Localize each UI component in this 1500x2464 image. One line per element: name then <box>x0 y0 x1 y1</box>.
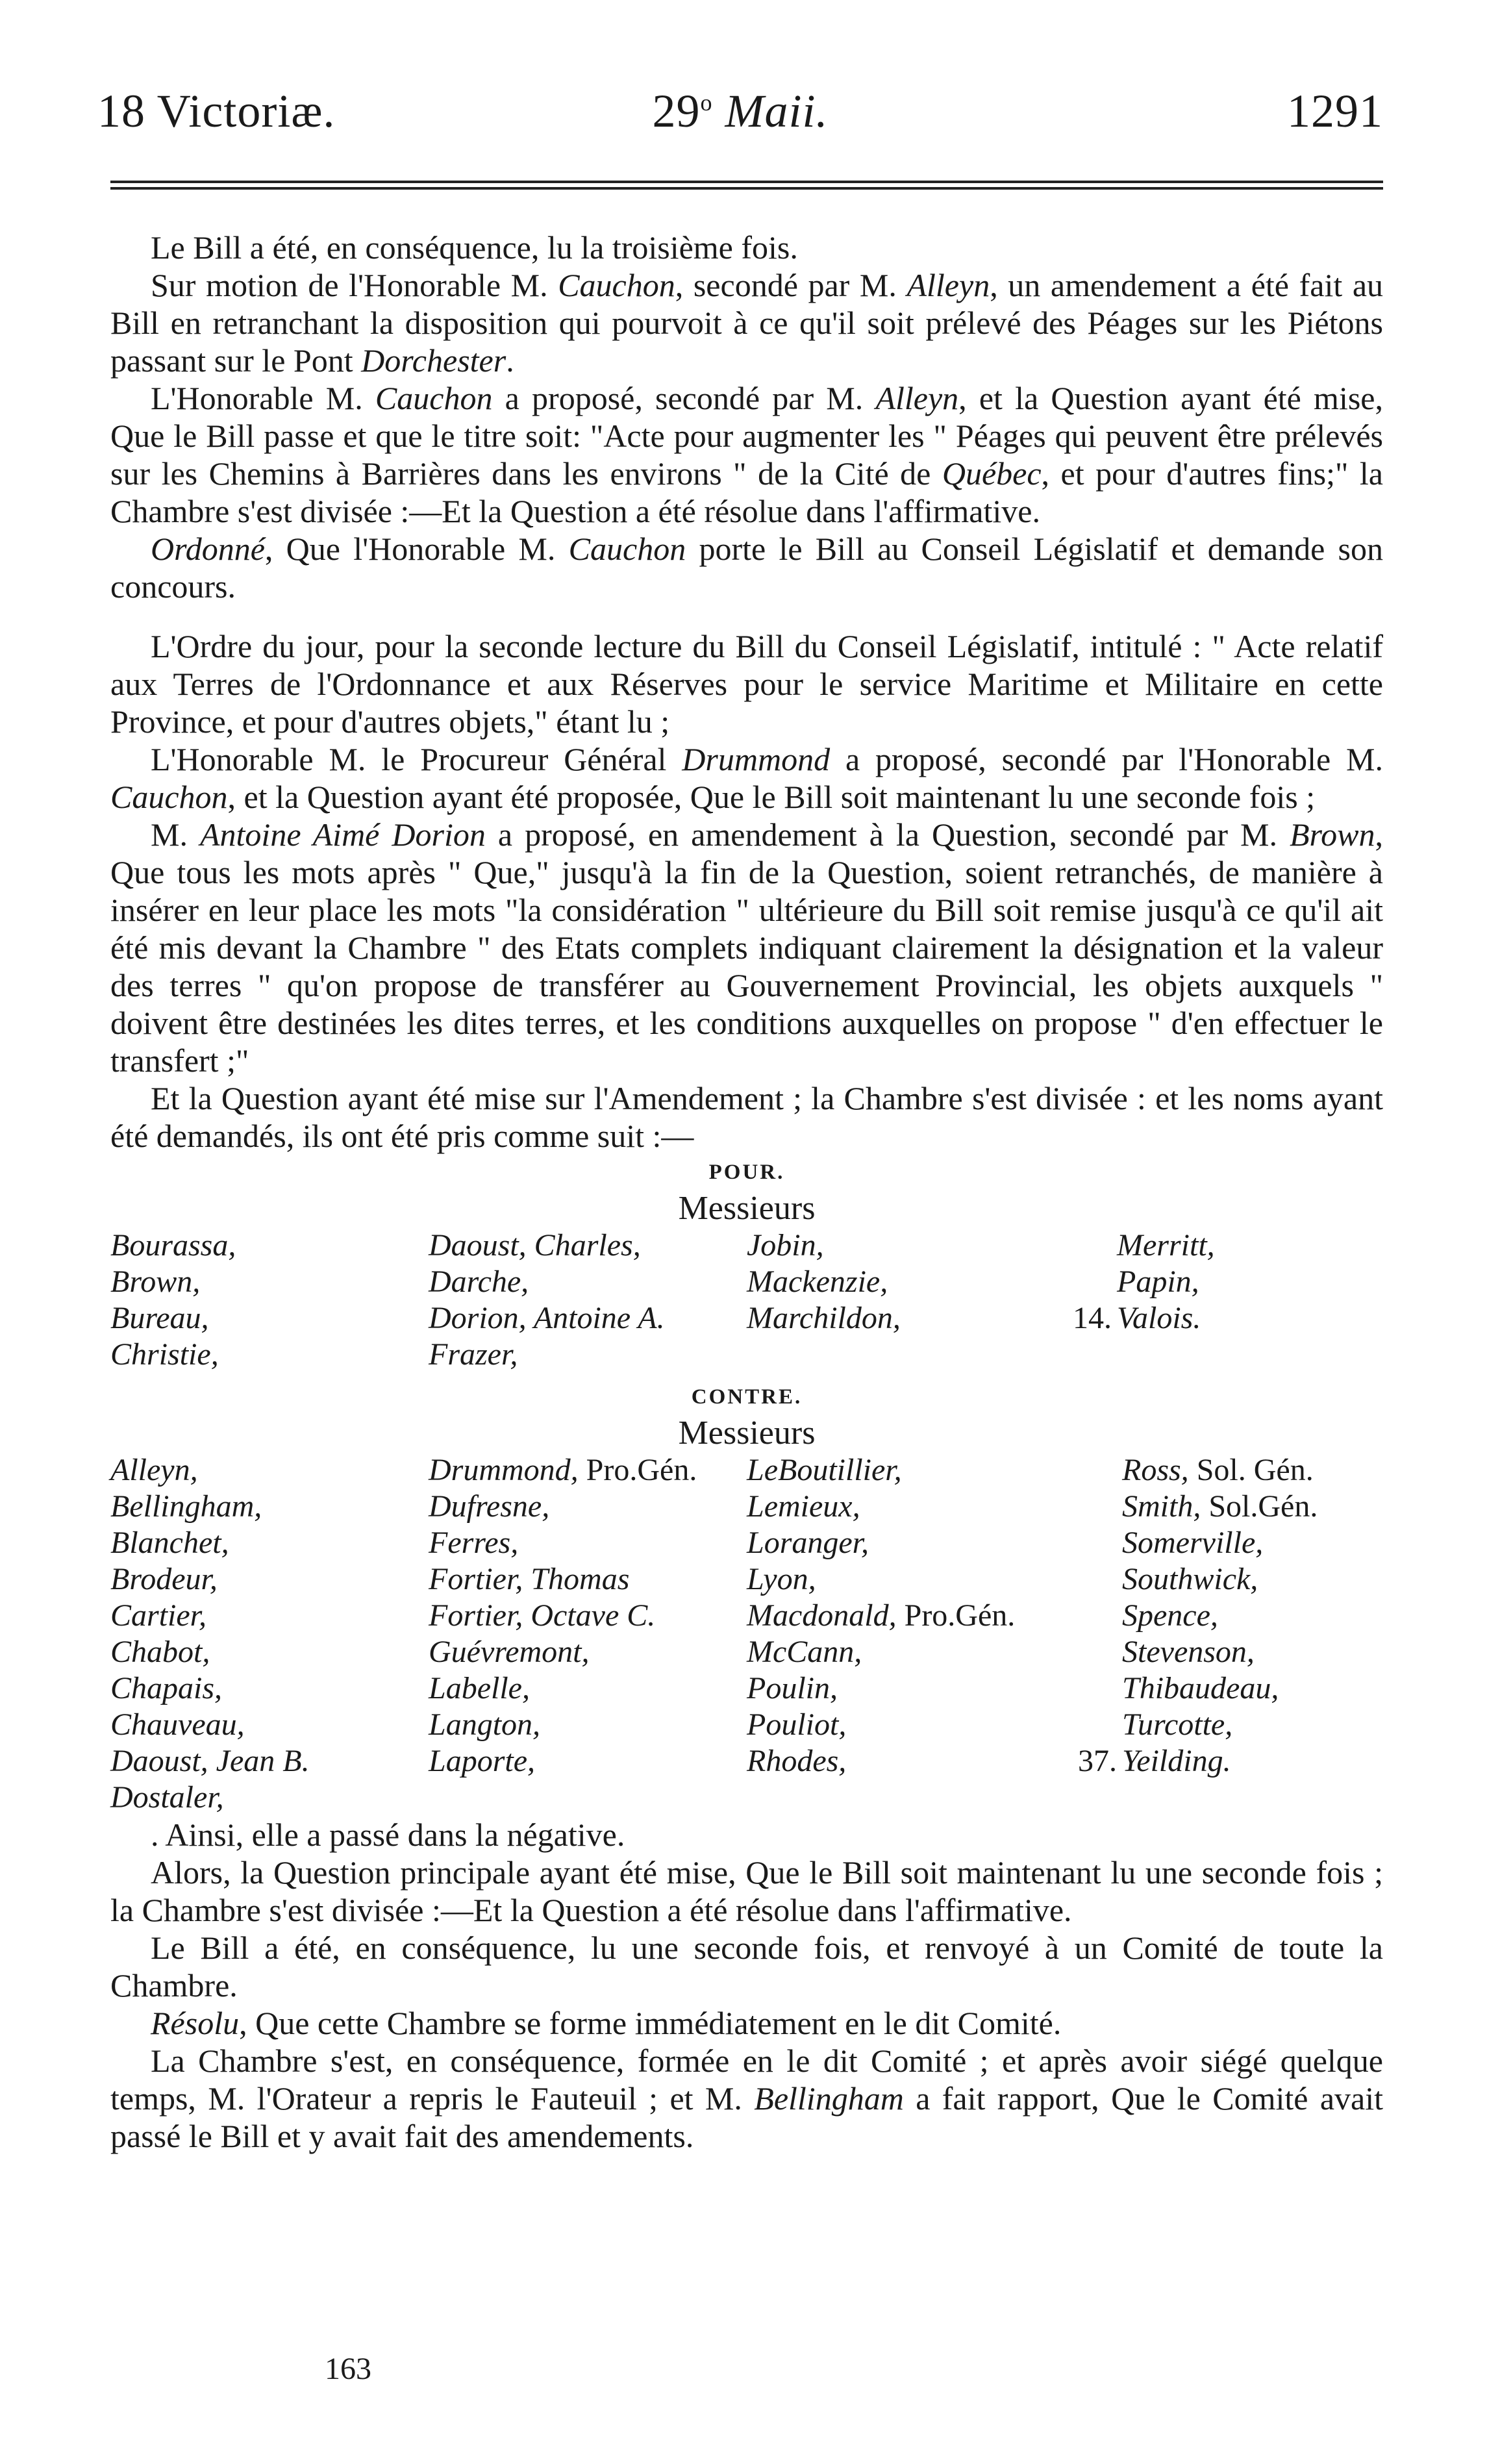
member-name: Loranger, <box>747 1526 869 1560</box>
member-name: Spence, <box>1122 1598 1218 1633</box>
member-name: Stevenson, <box>1122 1635 1255 1669</box>
paragraph-negative: . Ainsi, elle a passé dans la négative. <box>151 1817 625 1853</box>
member-name: Cauchon <box>110 779 228 815</box>
place-name: Québec <box>942 455 1042 492</box>
member-cell <box>1065 1598 1122 1634</box>
member-cell <box>747 1707 1065 1743</box>
header-date-ordinal: o <box>700 90 713 116</box>
member-cell <box>1122 1598 1383 1634</box>
paragraph-second-reading-motion <box>110 740 1383 816</box>
member-name: Valois. <box>1117 1301 1201 1335</box>
member-cell <box>747 1743 1065 1779</box>
table-row <box>110 1337 1383 1373</box>
member-name: Mackenzie, <box>747 1264 888 1299</box>
paragraph-third-reading: Le Bill a été, en conséquence, lu la troisième fois. <box>151 229 798 266</box>
table-row <box>110 1489 1383 1525</box>
paragraph-resolved <box>110 2004 1383 2042</box>
text: . <box>506 342 514 379</box>
text: La Chambre s'est, en conséquence, formée en le dit Comité ; et après avoir siégé quelque temps, M. l'Orateur a repris le Fauteuil ; et M. <box>110 2043 1383 2117</box>
paragraph-order-of-day: L'Ordre du jour, pour la seconde lecture du Bill du Conseil Législatif, intitulé : " Acte relatif aux Terres de l'Ordonnance et aux Réserves pour le service Maritime et Militaire en cette Province, et pour d'autres objets," étant lu ; <box>110 628 1383 740</box>
member-cell <box>110 1489 429 1525</box>
member-name: Alleyn <box>906 267 990 303</box>
text: L'Honorable M. le Procureur Général <box>151 741 682 777</box>
member-cell <box>1122 1707 1383 1743</box>
member-name: Pouliot, <box>747 1707 847 1742</box>
member-cell <box>429 1670 747 1707</box>
text: porte le Bill au Conseil Législatif et demande son concours. <box>110 531 1383 605</box>
header-date <box>97 84 1383 138</box>
header-rule-line-1 <box>110 181 1383 183</box>
text: , et la Question ayant été mise, Que le Bill passe et que le titre soit: "Acte pour augmenter les " Péages qui peuvent être prélevés sur les Chemins à Barrières dans les environs " de la Cité de <box>110 380 1383 492</box>
journal-body <box>110 229 1383 2155</box>
member-name: Bellingham, <box>110 1489 262 1524</box>
ordered-word: Ordonné <box>151 531 265 567</box>
member-office: Sol.Gén. <box>1201 1489 1318 1524</box>
member-cell <box>110 1779 429 1816</box>
table-row <box>110 1779 1383 1816</box>
member-name: Christie, <box>110 1337 219 1372</box>
member-name: Yeilding. <box>1122 1744 1231 1778</box>
member-name <box>1117 1337 1383 1373</box>
member-name: Chabot, <box>110 1635 210 1669</box>
member-name: Chauveau, <box>110 1707 245 1742</box>
member-name: Daoust, Charles, <box>429 1228 641 1263</box>
member-name: Bellingham <box>754 2080 904 2117</box>
member-cell <box>1122 1743 1383 1779</box>
table-row <box>110 1227 1383 1264</box>
header-regnal-year: 18 Victoriæ. <box>97 85 336 137</box>
member-name: Thibaudeau, <box>1122 1671 1279 1705</box>
member-cell <box>1065 1707 1122 1743</box>
member-cell <box>110 1598 429 1634</box>
text: , Que cette Chambre se forme immédiatement en le dit Comité. <box>239 2005 1062 2041</box>
member-name: Cauchon <box>568 531 686 567</box>
member-cell <box>747 1525 1065 1561</box>
pour-heading: POUR. <box>708 1161 785 1184</box>
member-cell <box>1065 1452 1122 1489</box>
member-name: McCann, <box>747 1635 862 1669</box>
member-cell <box>1122 1525 1383 1561</box>
vote-count: 37. <box>1078 1744 1117 1778</box>
table-row <box>110 1561 1383 1598</box>
member-name: Macdonald, <box>747 1598 897 1633</box>
member-cell <box>747 1489 1065 1525</box>
member-cell <box>429 1489 747 1525</box>
member-cell <box>747 1452 1065 1489</box>
member-name: Lyon, <box>747 1562 816 1596</box>
table-row <box>110 1707 1383 1743</box>
member-name: Jobin, <box>747 1228 824 1263</box>
member-office: Sol. Gén. <box>1188 1453 1314 1487</box>
table-row <box>110 1634 1383 1670</box>
member-cell <box>429 1561 747 1598</box>
member-name: Papin, <box>1117 1264 1199 1299</box>
text: a proposé, en amendement à la Question, secondé par M. <box>485 816 1290 853</box>
member-name: Dostaler, <box>110 1780 224 1815</box>
member-name: Turcotte, <box>1122 1707 1233 1742</box>
member-cell <box>747 1561 1065 1598</box>
member-name: Ross, <box>1122 1453 1189 1487</box>
member-name: Rhodes, <box>747 1744 847 1778</box>
text: , et pour d'autres fins;" la Chambre s'est divisée :—Et la Question a été résolue dans l'affirmative. <box>110 455 1384 529</box>
paragraph-gap <box>110 605 1383 627</box>
member-name: Cartier, <box>110 1598 207 1633</box>
member-cell <box>429 1743 747 1779</box>
member-name: Darche, <box>429 1264 529 1299</box>
member-cell <box>1122 1561 1383 1598</box>
member-cell <box>429 1598 747 1634</box>
text: M. <box>151 816 200 853</box>
member-office: Pro.Gén. <box>578 1453 697 1487</box>
member-name: Bourassa, <box>110 1228 236 1263</box>
member-name: Langton, <box>429 1707 541 1742</box>
member-cell <box>1065 1670 1122 1707</box>
member-cell <box>110 1561 429 1598</box>
text: a proposé, secondé par M. <box>492 380 876 416</box>
paragraph-division: Et la Question ayant été mise sur l'Amendement ; la Chambre s'est divisée : et les noms ayant été demandés, ils ont été pris comme suit :— <box>110 1080 1383 1154</box>
member-name: Dufresne, <box>429 1489 550 1524</box>
table-row <box>110 1300 1383 1337</box>
text: , et la Question ayant été proposée, Que le Bill soit maintenant lu une seconde fois ; <box>227 779 1316 815</box>
member-cell <box>1122 1452 1383 1489</box>
header-page-number: 1291 <box>1287 85 1383 137</box>
table-row <box>110 1452 1383 1489</box>
member-name: Alleyn, <box>110 1453 198 1487</box>
member-cell <box>1065 1634 1122 1670</box>
member-cell <box>429 1779 747 1816</box>
member-name: Brodeur, <box>110 1562 218 1596</box>
member-cell <box>110 1707 429 1743</box>
member-name: LeBoutillier, <box>747 1453 902 1487</box>
contre-heading: CONTRE. <box>691 1385 803 1409</box>
text: a fait rapport, Que le Comité avait passé le Bill et y avait fait des amendements. <box>110 2080 1383 2154</box>
member-name: Brown <box>1290 816 1375 853</box>
member-cell <box>110 1452 429 1489</box>
paragraph-bill-passes <box>110 379 1383 530</box>
member-name: Drummond <box>682 741 831 777</box>
member-name: Marchildon, <box>747 1301 901 1335</box>
member-cell <box>1065 1779 1122 1816</box>
member-cell <box>429 1452 747 1489</box>
member-cell <box>747 1779 1065 1816</box>
page-header <box>97 84 1383 156</box>
member-name <box>747 1337 1065 1373</box>
member-name: Antoine Aimé Dorion <box>200 816 486 853</box>
place-name: Dorchester <box>361 342 506 379</box>
member-cell <box>110 1634 429 1670</box>
member-cell <box>747 1598 1065 1634</box>
member-cell <box>429 1707 747 1743</box>
table-row <box>110 1525 1383 1561</box>
member-name: Somerville, <box>1122 1526 1264 1560</box>
vote-count <box>1065 1227 1117 1264</box>
header-date-month: Maii. <box>725 85 829 137</box>
member-name: Laporte, <box>429 1744 536 1778</box>
member-name: Frazer, <box>429 1337 518 1372</box>
resolved-word: Résolu <box>151 2005 240 2041</box>
member-name: Merritt, <box>1117 1228 1215 1263</box>
member-name: Brown, <box>110 1264 201 1299</box>
pour-names-table <box>110 1227 1383 1373</box>
contre-names-table <box>110 1452 1383 1816</box>
member-name: Poulin, <box>747 1671 838 1705</box>
member-name: Dorion, Antoine A. <box>429 1301 665 1335</box>
member-name: Fortier, Thomas <box>429 1562 630 1596</box>
member-name: Guévremont, <box>429 1635 590 1669</box>
member-name: Cauchon <box>558 267 675 303</box>
member-name: Drummond, <box>429 1453 579 1487</box>
member-name: Smith, <box>1122 1489 1201 1524</box>
vote-count: 14. <box>1073 1301 1112 1335</box>
member-cell <box>429 1634 747 1670</box>
member-cell <box>747 1634 1065 1670</box>
text: L'Honorable M. <box>151 380 375 416</box>
text: , Que tous les mots après " Que," jusqu'à la fin de la Question, soient retranchés, de manière à insérer en leur place les mots "la considération " ultérieure du Bill soit remise jusqu'à ce qu'il ait été mis devant la Chambre " des Etats complets indiquant clairement la désignation et la valeur des terres " qu'on propose de transférer au Gouvernement Provincial, les objets auxquels " doivent être destinées les dites terres, et les conditions auxquelles on propose " d'en effectuer le transfert ;" <box>110 816 1383 1079</box>
pour-messieurs: Messieurs <box>678 1190 816 1227</box>
member-cell <box>1065 1561 1122 1598</box>
member-cell <box>1122 1670 1383 1707</box>
table-row <box>110 1670 1383 1707</box>
member-name: Labelle, <box>429 1671 530 1705</box>
member-cell <box>1122 1779 1383 1816</box>
paragraph-amendment-motion <box>110 266 1383 379</box>
header-date-day: 29 <box>652 85 701 137</box>
text: Sur motion de l'Honorable M. <box>151 267 558 303</box>
member-cell <box>110 1670 429 1707</box>
vote-count <box>1065 1264 1117 1300</box>
member-name: Chapais, <box>110 1671 223 1705</box>
member-name: Southwick, <box>1122 1562 1258 1596</box>
table-row <box>110 1264 1383 1300</box>
contre-messieurs: Messieurs <box>678 1414 816 1452</box>
paragraph-main-question: Alors, la Question principale ayant été mise, Que le Bill soit maintenant lu une seconde fois ; la Chambre s'est divisée :—Et la Question a été résolue dans l'affirmative. <box>110 1854 1383 1928</box>
member-cell <box>747 1670 1065 1707</box>
member-cell <box>110 1525 429 1561</box>
table-row <box>110 1743 1383 1779</box>
member-cell <box>429 1525 747 1561</box>
vote-count <box>1065 1337 1117 1373</box>
paragraph-committee-referral: Le Bill a été, en conséquence, lu une seconde fois, et renvoyé à un Comité de toute la Chambre. <box>110 1930 1383 2004</box>
member-cell <box>1122 1489 1383 1525</box>
member-name: Lemieux, <box>747 1489 860 1524</box>
header-rule-line-2 <box>110 187 1383 190</box>
member-cell <box>110 1743 429 1779</box>
text: , un amendement a été fait au Bill en retranchant la disposition qui pourvoit à ce qu'il soit prélevé des Péages sur les Piétons passant sur le Pont <box>110 267 1384 379</box>
member-name: Bureau, <box>110 1301 209 1335</box>
text: , Que l'Honorable M. <box>264 531 569 567</box>
paragraph-committee-report <box>110 2042 1383 2155</box>
member-cell <box>1065 1525 1122 1561</box>
member-cell <box>1065 1489 1122 1525</box>
member-name: Alleyn <box>875 380 959 416</box>
text: a proposé, secondé par l'Honorable M. <box>830 741 1384 777</box>
paragraph-dorion-amendment <box>110 816 1383 1079</box>
member-name: Cauchon <box>375 380 493 416</box>
member-name: Ferres, <box>429 1526 519 1560</box>
member-cell <box>1122 1634 1383 1670</box>
text: , secondé par M. <box>675 267 907 303</box>
signature-mark: 163 <box>325 2352 371 2386</box>
member-cell <box>1065 1743 1122 1779</box>
member-name: Blanchet, <box>110 1526 229 1560</box>
header-rule <box>110 181 1383 194</box>
member-name: Daoust, Jean B. <box>110 1744 310 1778</box>
table-row <box>110 1598 1383 1634</box>
member-name: Fortier, Octave C. <box>429 1598 656 1633</box>
paragraph-ordered <box>110 530 1383 605</box>
member-office: Pro.Gén. <box>896 1598 1016 1633</box>
